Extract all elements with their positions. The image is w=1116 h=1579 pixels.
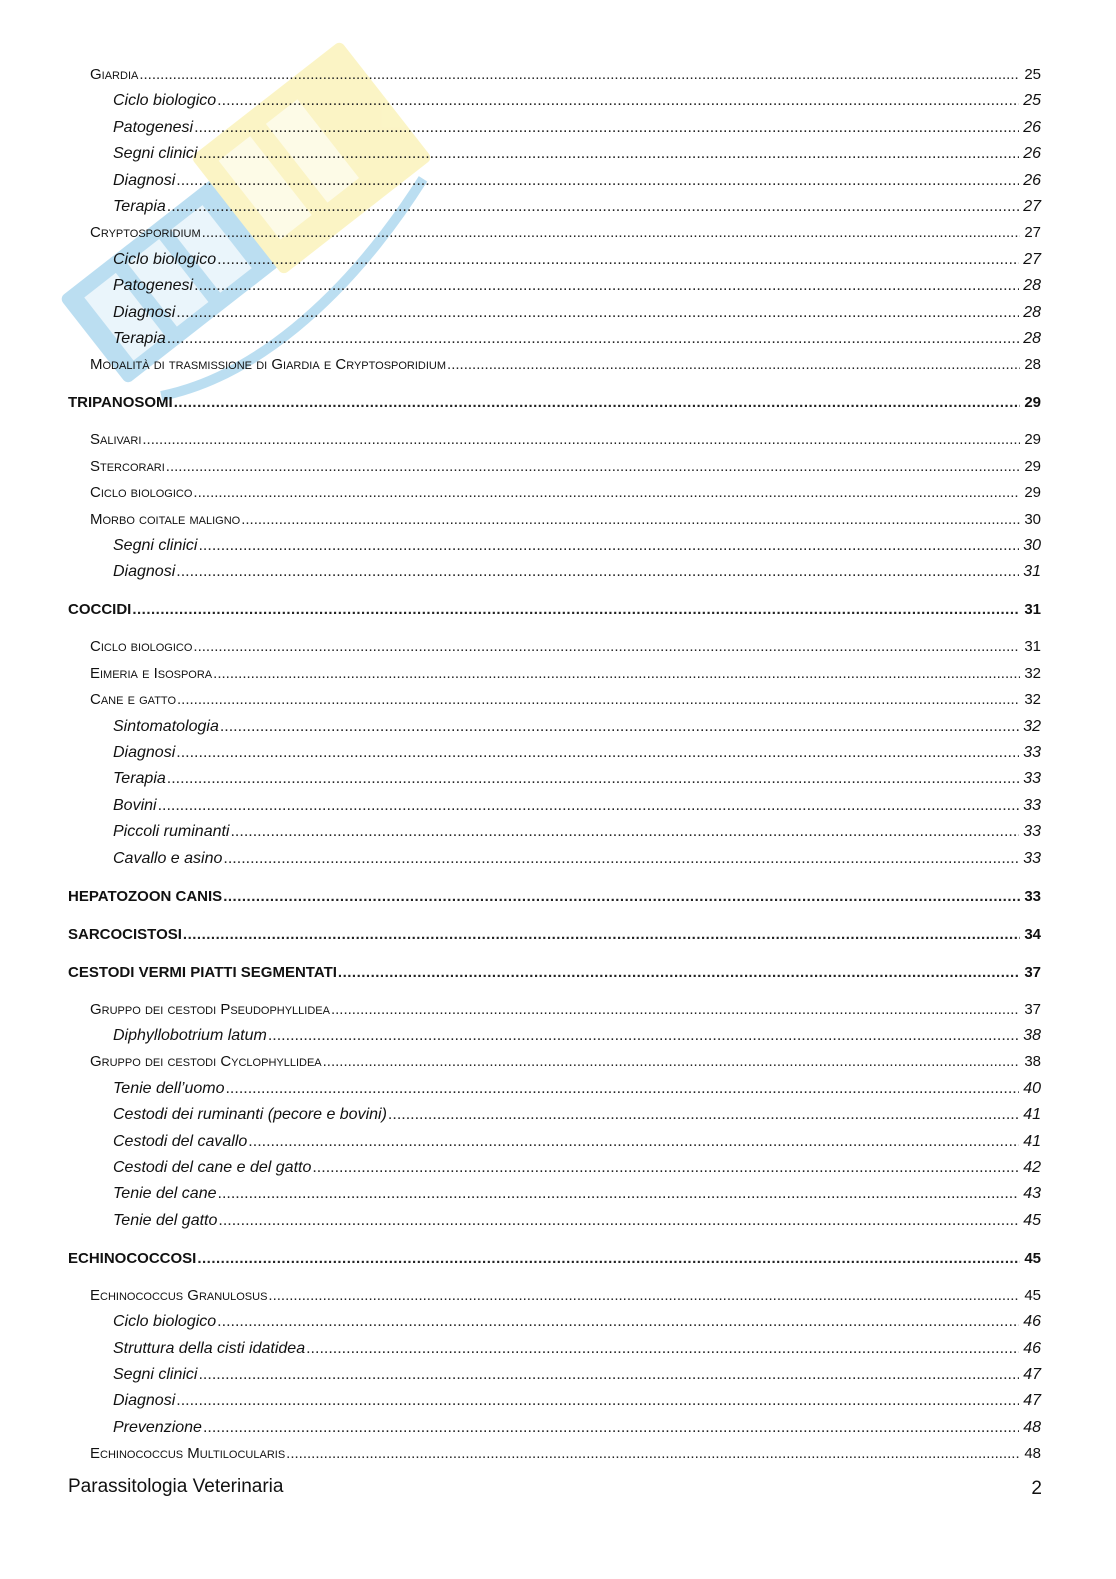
toc-entry-page: 33 (1023, 744, 1041, 761)
toc-entry[interactable] (68, 563, 1041, 581)
toc-entry-page: 38 (1024, 1053, 1041, 1071)
toc-entry-page: 32 (1024, 664, 1041, 682)
toc-entry-title: Salivari (90, 431, 142, 449)
toc-leader-dots (166, 458, 1021, 475)
toc-entry-title: Ciclo biologico (90, 638, 193, 656)
toc-entry-title: Cane e gatto (90, 691, 176, 709)
toc-entry[interactable] (68, 1250, 1041, 1267)
toc-entry-title: Ciclo biologico (90, 484, 193, 502)
toc-entry-title: Ciclo biologico (113, 92, 217, 110)
toc-entry-title: Tenie dell’uomo (113, 1079, 225, 1097)
toc-leader-dots (158, 797, 1020, 815)
toc-entry[interactable] (68, 119, 1041, 137)
toc-entry-page: 30 (1024, 510, 1041, 528)
toc-entry-page: 32 (1023, 717, 1041, 735)
toc-entry-page: 25 (1024, 66, 1041, 83)
toc-entry-page: 29 (1024, 431, 1041, 449)
toc-entry-page: 43 (1023, 1185, 1041, 1203)
toc-leader-dots (183, 926, 1020, 943)
toc-entry-page: 31 (1024, 638, 1041, 656)
toc-entry-title: Prevenzione (113, 1418, 202, 1436)
toc-leader-dots (194, 119, 1019, 137)
toc-leader-dots (213, 665, 1020, 682)
toc-entry[interactable] (68, 1133, 1041, 1151)
toc-entry-page: 31 (1023, 563, 1041, 581)
toc-entry-page: 26 (1023, 171, 1041, 189)
toc-entry-page: 33 (1023, 849, 1041, 867)
toc-entry-title: Gruppo dei cestodi Cyclophyllidea (90, 1053, 322, 1071)
toc-entry[interactable] (68, 718, 1041, 736)
toc-entry-title: Patogenesi (113, 277, 194, 295)
toc-entry-title: Echinococcus Granulosus (90, 1286, 268, 1304)
toc-entry-page: 32 (1024, 691, 1041, 709)
toc-entry-title: Cestodi del cane e del gatto (113, 1159, 312, 1176)
toc-entry-title: Diphyllobotrium latum (113, 1027, 267, 1044)
toc-leader-dots (197, 1250, 1020, 1267)
toc-leader-dots (167, 198, 1019, 216)
toc-entry[interactable] (68, 665, 1041, 682)
toc-entry-page: 45 (1024, 1249, 1041, 1267)
toc-entry[interactable] (68, 304, 1041, 322)
toc-entry[interactable] (68, 394, 1041, 411)
toc-leader-dots (198, 1366, 1019, 1384)
toc-entry[interactable] (68, 691, 1041, 708)
toc-leader-dots (323, 1053, 1021, 1070)
toc-entry[interactable] (68, 1080, 1041, 1098)
toc-leader-dots (331, 1001, 1020, 1018)
toc-leader-dots (230, 823, 1019, 841)
toc-entry-title: Diagnosi (113, 744, 176, 761)
toc-leader-dots (176, 744, 1019, 762)
toc-entry-title: Diagnosi (113, 303, 176, 321)
toc-entry[interactable] (68, 277, 1041, 295)
toc-entry[interactable] (68, 537, 1041, 555)
toc-entry-title: Segni clinici (113, 145, 198, 163)
toc-leader-dots (167, 330, 1019, 348)
toc-entry[interactable] (68, 1185, 1041, 1203)
toc-entry-title: Terapia (113, 330, 166, 347)
toc-entry-page: 26 (1023, 145, 1041, 163)
toc-entry[interactable] (68, 744, 1041, 762)
toc-entry-title: Eimeria e Isospora (90, 664, 213, 682)
toc-entry-page: 47 (1023, 1366, 1041, 1383)
toc-leader-dots (286, 1445, 1020, 1462)
toc-leader-dots (268, 1027, 1019, 1045)
toc-entry-title: Tenie del cane (113, 1185, 217, 1203)
toc-entry-title: Cryptosporidium (90, 224, 201, 242)
toc-entry[interactable] (68, 638, 1041, 655)
toc-entry-page: 31 (1024, 601, 1041, 619)
toc-entry[interactable] (68, 1053, 1041, 1070)
toc-leader-dots (176, 304, 1019, 322)
toc-leader-dots (268, 1287, 1020, 1304)
toc-entry-page: 30 (1023, 537, 1041, 554)
toc-entry-page: 26 (1023, 118, 1041, 136)
toc-entry-title: Cavallo e asino (113, 849, 223, 867)
toc-entry-title: Bovini (113, 796, 157, 814)
toc-entry-page: 41 (1023, 1132, 1041, 1150)
toc-leader-dots (241, 511, 1020, 528)
toc-entry[interactable] (68, 1001, 1041, 1018)
toc-entry-title: Tenie del gatto (113, 1211, 218, 1229)
toc-entry-title: CESTODI VERMI PIATTI SEGMENTATI (68, 963, 337, 981)
toc-leader-dots (176, 1392, 1019, 1410)
toc-entry[interactable] (68, 224, 1041, 241)
toc-entry-page: 37 (1024, 1000, 1041, 1018)
toc-leader-dots (193, 484, 1020, 501)
toc-entry-title: Patogenesi (113, 118, 194, 136)
toc-entry[interactable] (68, 964, 1041, 981)
toc-entry-page: 42 (1023, 1159, 1041, 1176)
toc-entry[interactable] (68, 92, 1041, 110)
toc-entry[interactable] (68, 850, 1041, 868)
toc-entry-page: 33 (1023, 770, 1041, 788)
toc-entry[interactable] (68, 1287, 1041, 1304)
toc-entry[interactable] (68, 356, 1041, 373)
toc-entry-page: 33 (1023, 796, 1041, 814)
toc-entry[interactable] (68, 1313, 1041, 1331)
toc-entry-page: 28 (1024, 356, 1041, 374)
toc-entry[interactable] (68, 1027, 1041, 1045)
toc-entry[interactable] (68, 1159, 1041, 1177)
toc-entry-page: 27 (1023, 198, 1041, 215)
toc-entry-page: 46 (1023, 1339, 1041, 1357)
toc-entry[interactable] (68, 926, 1041, 943)
toc-entry[interactable] (68, 330, 1041, 348)
toc-leader-dots (142, 431, 1020, 448)
toc-leader-dots (223, 850, 1019, 868)
toc-entry-page: 25 (1023, 92, 1041, 110)
toc-entry[interactable] (68, 888, 1041, 905)
toc-leader-dots (220, 718, 1019, 736)
toc-leader-dots (174, 394, 1021, 411)
toc-entry-title: Morbo coitale maligno (90, 510, 241, 528)
toc-entry[interactable] (68, 458, 1041, 475)
toc-entry-title: Giardia (90, 66, 139, 83)
toc-leader-dots (176, 563, 1019, 581)
toc-entry-title: Segni clinici (113, 1366, 198, 1383)
toc-leader-dots (132, 601, 1020, 618)
toc-entry-page: 37 (1024, 963, 1041, 981)
toc-leader-dots (193, 638, 1020, 655)
toc-entry-title: HEPATOZOON CANIS (68, 887, 223, 905)
toc-entry-page: 28 (1023, 303, 1041, 321)
toc-entry[interactable] (68, 1445, 1041, 1462)
toc-entry-page: 33 (1023, 823, 1041, 841)
toc-entry[interactable] (68, 484, 1041, 501)
toc-entry[interactable] (68, 172, 1041, 190)
toc-leader-dots (217, 1313, 1019, 1331)
toc-entry[interactable] (68, 1340, 1041, 1358)
toc-entry-page: 47 (1023, 1392, 1041, 1410)
toc-leader-dots (194, 277, 1019, 295)
toc-entry-page: 29 (1024, 394, 1041, 412)
toc-entry[interactable] (68, 1419, 1041, 1437)
toc-entry[interactable] (68, 1212, 1041, 1230)
toc-leader-dots (217, 92, 1019, 110)
toc-entry-title: Sintomatologia (113, 717, 219, 735)
toc-leader-dots (338, 964, 1020, 981)
toc-leader-dots (223, 888, 1020, 905)
toc-leader-dots (176, 172, 1019, 190)
toc-entry-title: Cestodi dei ruminanti (pecore e bovini) (113, 1106, 387, 1124)
toc-entry-title: COCCIDI (68, 601, 132, 619)
footer-page-number: 2 (1031, 1478, 1042, 1499)
toc-entry-title: Ciclo biologico (113, 1313, 217, 1331)
toc-leader-dots (198, 145, 1019, 163)
toc-entry-title: TRIPANOSOMI (68, 394, 173, 412)
toc-entry-page: 29 (1024, 457, 1041, 475)
toc-entry[interactable] (68, 797, 1041, 815)
toc-entry-page: 27 (1024, 224, 1041, 242)
toc-entry[interactable] (68, 198, 1041, 216)
toc-entry-page: 48 (1023, 1418, 1041, 1436)
toc-entry[interactable] (68, 511, 1041, 528)
toc-leader-dots (203, 1419, 1019, 1437)
toc-entry-page: 45 (1024, 1286, 1041, 1304)
toc-entry-page: 28 (1023, 277, 1041, 295)
toc-leader-dots (167, 770, 1019, 788)
toc-entry-title: Diagnosi (113, 563, 176, 581)
toc-leader-dots (139, 66, 1020, 83)
toc-leader-dots (202, 224, 1021, 241)
toc-leader-dots (447, 356, 1020, 373)
toc-leader-dots (177, 691, 1020, 708)
toc-entry-title: Echinococcus Multilocularis (90, 1445, 286, 1463)
toc-leader-dots (217, 251, 1019, 269)
toc-entry[interactable] (68, 770, 1041, 788)
toc-entry-page: 38 (1023, 1027, 1041, 1044)
toc-entry-title: ECHINOCOCCOSI (68, 1249, 197, 1267)
footer-document-title: Parassitologia Veterinaria (68, 1476, 284, 1497)
toc-entry[interactable] (68, 431, 1041, 448)
toc-entry-title: Ciclo biologico (113, 250, 217, 268)
toc-leader-dots (312, 1159, 1019, 1177)
toc-leader-dots (218, 1185, 1020, 1203)
toc-entry-title: Terapia (113, 198, 166, 215)
toc-leader-dots (388, 1106, 1019, 1124)
toc-entry[interactable] (68, 1106, 1041, 1124)
toc-entry-page: 28 (1023, 330, 1041, 347)
toc-entry-page: 46 (1023, 1313, 1041, 1331)
toc-entry-title: Diagnosi (113, 171, 176, 189)
toc-entry-page: 45 (1023, 1211, 1041, 1229)
toc-entry-title: Gruppo dei cestodi Pseudophyllidea (90, 1000, 330, 1018)
toc-entry-title: Cestodi del cavallo (113, 1132, 248, 1150)
toc-entry[interactable] (68, 1392, 1041, 1410)
toc-entry-page: 40 (1023, 1079, 1041, 1097)
toc-entry-page: 29 (1024, 484, 1041, 502)
toc-entry-title: SARCOCISTOSI (68, 925, 182, 943)
toc-entry-page: 41 (1023, 1106, 1041, 1124)
toc-entry-page: 33 (1024, 887, 1041, 905)
toc-entry-title: Modalità di trasmissione di Giardia e Cryptosporidium (90, 356, 447, 374)
toc-entry[interactable] (68, 251, 1041, 269)
toc-leader-dots (248, 1133, 1019, 1151)
toc-entry[interactable] (68, 601, 1041, 618)
toc-leader-dots (306, 1340, 1019, 1358)
toc-entry[interactable] (68, 145, 1041, 163)
toc-entry-title: Struttura della cisti idatidea (113, 1339, 306, 1357)
toc-entry-title: Segni clinici (113, 537, 198, 554)
toc-entry[interactable] (68, 66, 1041, 83)
toc-entry-page: 34 (1024, 925, 1041, 943)
toc-leader-dots (225, 1080, 1019, 1098)
toc-leader-dots (198, 537, 1019, 555)
toc-entry-title: Piccoli ruminanti (113, 823, 230, 841)
toc-entry[interactable] (68, 1366, 1041, 1384)
toc-entry-page: 27 (1023, 250, 1041, 268)
toc-entry-title: Diagnosi (113, 1392, 176, 1410)
toc-entry-page: 48 (1024, 1445, 1041, 1463)
toc-leader-dots (218, 1212, 1019, 1230)
toc-entry-title: Terapia (113, 770, 166, 788)
toc-entry[interactable] (68, 823, 1041, 841)
toc-entry-title: Stercorari (90, 457, 165, 475)
